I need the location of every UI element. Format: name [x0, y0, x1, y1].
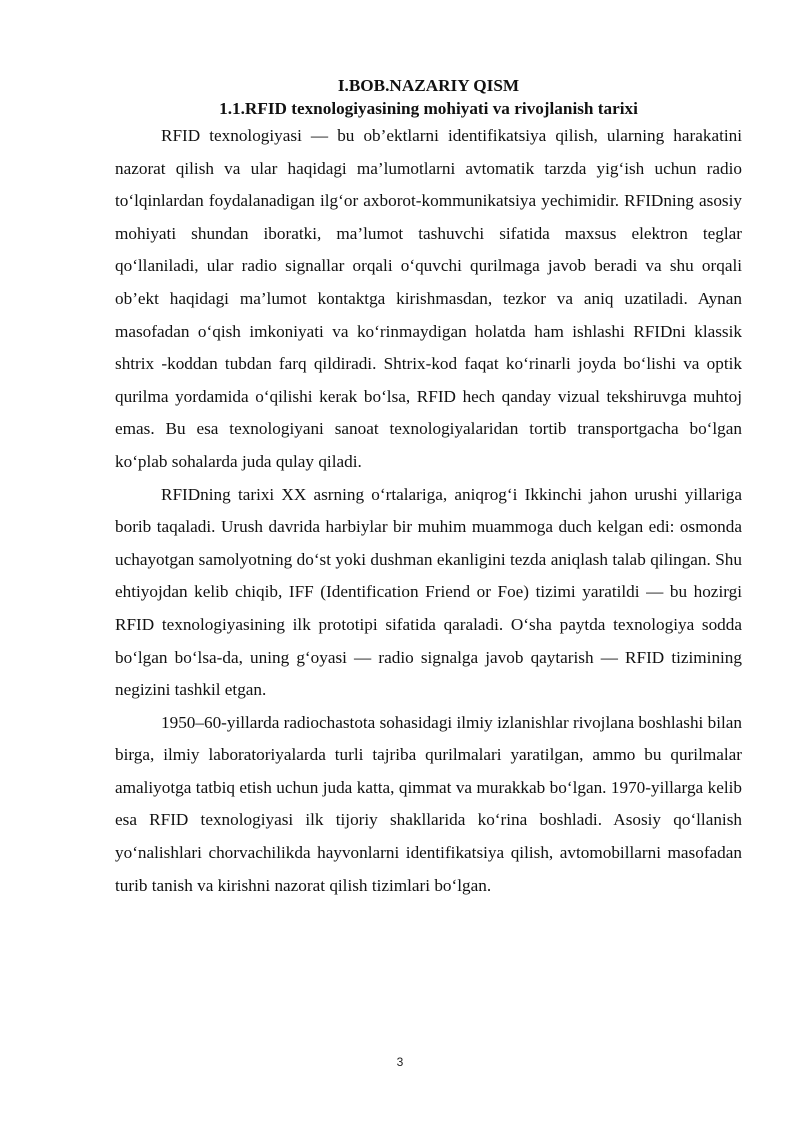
paragraph-3: 1950–60-yillarda radiochastota sohasidagi ilmiy izlanishlar rivojlana boshlashi bilan birga, ilmiy laboratoriyalarda turli tajriba qurilmalari yaratilgan, ammo bu qurilmalar amaliyotga tatbiq etish uchun juda katta, qimmat va murakkab bo‘lgan. 1970-yillarga kelib esa RFID texnologiyasi ilk tijoriy shakllarida ko‘rina boshladi. Asosiy qo‘llanish yo‘nalishlari chorvachilikda hayvonlarni identifikatsiya qilish, avtomobillarni masofadan turib tanish va kirishni nazorat qilish tizimlari bo‘lgan.	[115, 712, 742, 895]
paragraph-2: RFIDning tarixi XX asrning o‘rtalariga, aniqrog‘i Ikkinchi jahon urushi yillariga borib taqaladi. Urush davrida harbiylar bir muhim muammoga duch kelgan edi: osmonda uchayotgan samolyotning do‘st yoki dushman ekanligini tezda aniqlash talab qilingan. Shu ehtiyojdan kelib chiqib, IFF (Identification Friend or Foe) tizimi yaratildi — bu hozirgi RFID texnologiyasining ilk prototipi sifatida qaraladi. O‘sha paytda texnologiya sodda bo‘lgan bo‘lsa-da, uning g‘oyasi — radio signalga javob qaytarish — RFID tizimining negizini tashkil etgan.	[115, 484, 742, 700]
chapter-title: I.BOB.NAZARIY QISM	[337, 76, 520, 95]
page-number: 3	[396, 1055, 404, 1069]
paragraph-1: RFID texnologiyasi — bu ob’ektlarni identifikatsiya qilish, ularning harakatini nazorat qilish va ular haqidagi ma’lumotlarni avtomatik tarzda yig‘ish uchun radio to‘lqinlardan foydalanadigan ilg‘or axborot-kommunikatsiya yechimidir. RFIDning asosiy mohiyati shundan iboratki, ma’lumot tashuvchi sifatida maxsus elektron teglar qo‘llaniladi, ular radio signallar orqali o‘quvchi qurilmaga javob beradi va shu orqali ob’ekt haqidagi ma’lumot kontaktga kirishmasdan, tezkor va aniq uzatiladi. Aynan masofadan o‘qish imkoniyati va ko‘rinmaydigan holatda ham ishlashi RFIDni klassik shtrix -koddan tubdan farq qildiradi. Shtrix-kod faqat ko‘rinarli joyda bo‘lishi va optik qurilma yordamida o‘qilishi kerak bo‘lsa, RFID hech qanday vizual tekshiruvga muhtoj emas. Bu esa texnologiyani sanoat texnologiyalaridan tortib transportgacha bo‘lgan ko‘plab sohalarda juda qulay qiladi.	[115, 126, 742, 471]
section-title: 1.1.RFID texnologiyasining mohiyati va rivojlanish tarixi	[219, 99, 638, 118]
page-content	[115, 74, 742, 902]
